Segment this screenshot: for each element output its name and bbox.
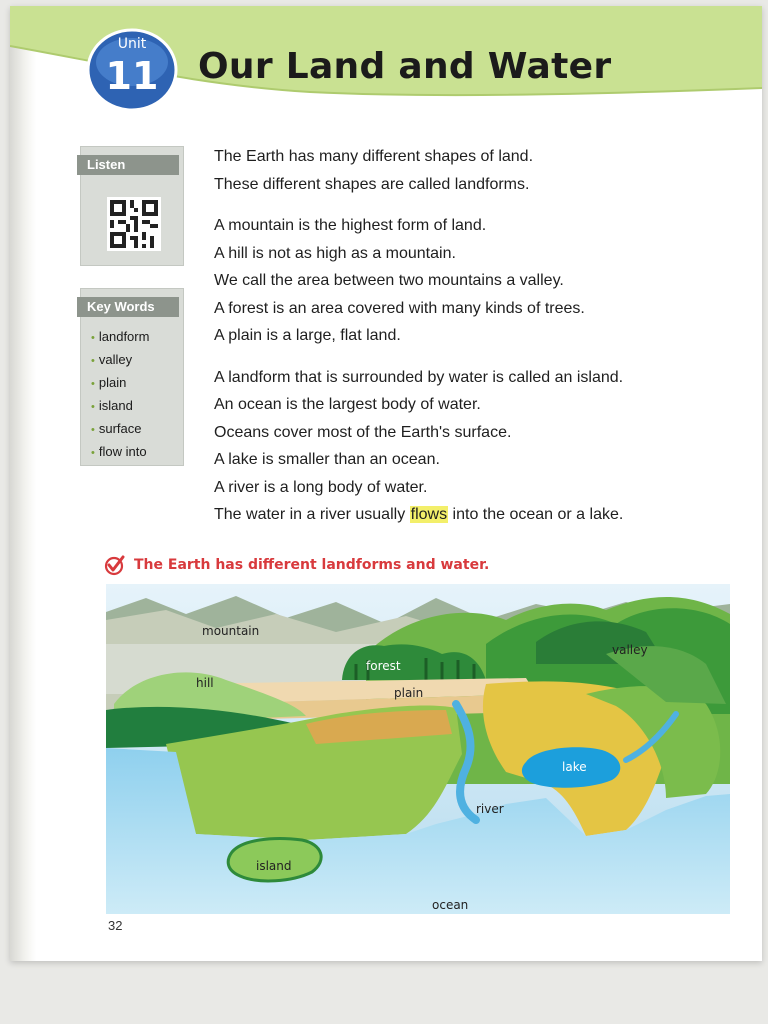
keyword-item: • island	[91, 394, 149, 417]
unit-number: 11	[105, 54, 159, 98]
unit-badge	[86, 28, 178, 112]
passage-line: A plain is a large, flat land.	[214, 327, 401, 344]
passage-line: A river is a long body of water.	[214, 478, 428, 496]
paragraph-2	[214, 212, 734, 350]
unit-label: Unit	[117, 36, 147, 52]
label-hill: hill	[196, 676, 214, 690]
label-river: river	[476, 802, 504, 816]
keyword-item: • valley	[91, 348, 149, 371]
passage-line: These different shapes are called landforms.	[214, 175, 530, 193]
line-text-before: The water in a river usually	[214, 506, 410, 523]
keywords-label: Key Words	[77, 297, 179, 317]
label-forest: forest	[366, 659, 401, 673]
paragraph-1	[214, 143, 734, 198]
passage-line: Oceans cover most of the Earth's surface.	[214, 423, 512, 441]
qr-code-icon[interactable]	[107, 197, 161, 251]
landforms-illustration	[106, 584, 730, 914]
keywords-list	[91, 325, 149, 463]
label-plain: plain	[394, 686, 424, 700]
keyword-item: • plain	[91, 371, 149, 394]
keyword-item: • landform	[91, 325, 149, 348]
label-valley: valley	[612, 643, 648, 657]
passage-line: A lake is smaller than an ocean.	[214, 451, 440, 468]
reading-passage	[214, 143, 734, 543]
textbook-page	[10, 6, 762, 961]
highlighted-word: flows	[410, 506, 448, 523]
label-island: island	[256, 859, 292, 873]
keyword-item: • flow into	[91, 440, 149, 463]
listen-box	[80, 146, 184, 266]
keywords-box	[80, 288, 184, 466]
passage-line: The Earth has many different shapes of land.	[214, 148, 534, 165]
passage-line: A forest is an area covered with many kinds of trees.	[214, 299, 585, 317]
passage-line: A mountain is the highest form of land.	[214, 217, 487, 234]
passage-line-highlighted	[214, 501, 734, 529]
passage-line: A landform that is surrounded by water is called an island.	[214, 368, 624, 386]
label-ocean: ocean	[432, 898, 469, 912]
line-text-after: into the ocean or a lake.	[448, 506, 624, 523]
page-title: Our Land and Water	[198, 46, 612, 87]
page-number: 32	[108, 918, 123, 933]
passage-line: We call the area between two mountains a valley.	[214, 272, 564, 289]
listen-label: Listen	[77, 155, 179, 175]
keyword-item: • surface	[91, 417, 149, 440]
illustration-caption: The Earth has different landforms and water.	[134, 557, 490, 573]
label-mountain: mountain	[202, 624, 260, 638]
paragraph-3	[214, 364, 734, 529]
label-lake: lake	[562, 760, 587, 774]
page-binding-edge	[10, 6, 36, 961]
check-icon	[104, 554, 126, 576]
passage-line: A hill is not as high as a mountain.	[214, 244, 456, 262]
passage-line: An ocean is the largest body of water.	[214, 396, 481, 413]
